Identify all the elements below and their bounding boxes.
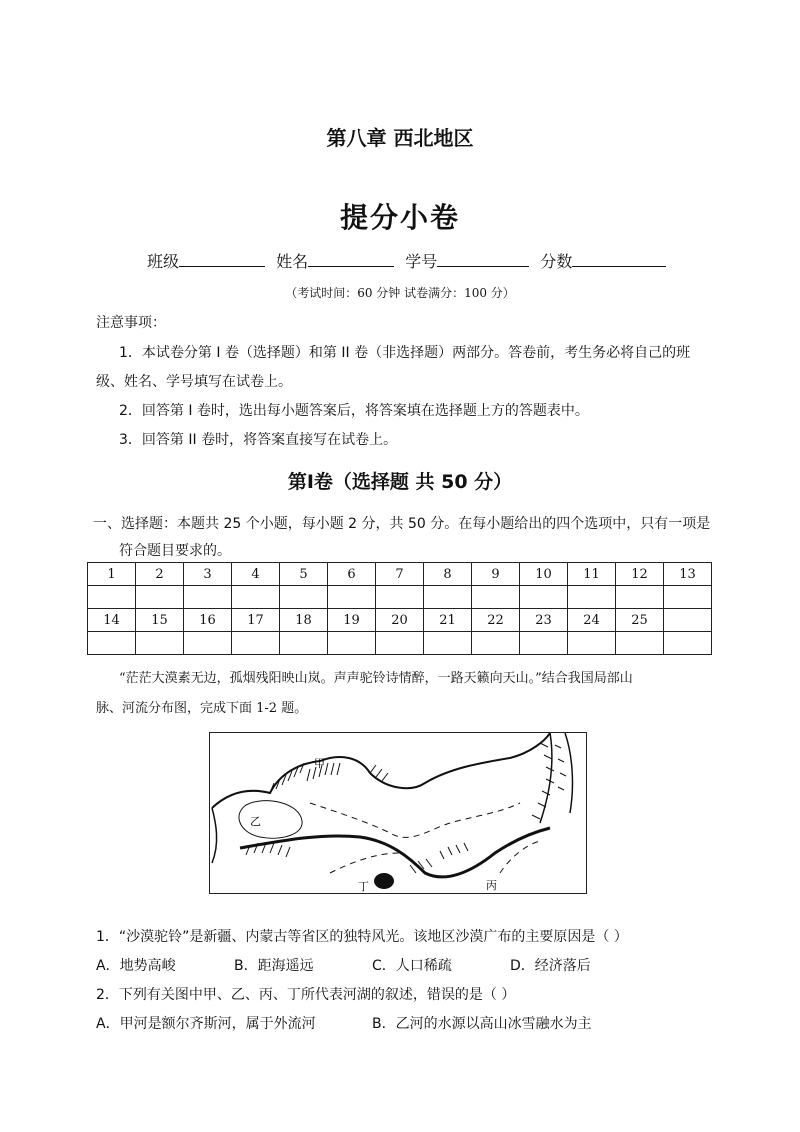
option-b[interactable]: B．乙河的水源以高山冰雪融水为主 [372, 1016, 592, 1032]
section-title: 第I卷（选择题 共 50 分） [287, 471, 513, 493]
answer-cell[interactable] [376, 586, 424, 609]
number-cell: 2 [136, 563, 184, 586]
paper-title: 提分小卷 [339, 201, 460, 234]
passage-line: “茫茫大漠素无边，孤烟残阳映山岚。声声驼铃诗情醉，一路天籁向天山。”结合我国局部山 [119, 671, 633, 686]
table-row [88, 609, 712, 632]
option-d[interactable]: D．经济落后 [510, 958, 591, 974]
answer-cell[interactable] [568, 586, 616, 609]
answer-cell[interactable] [616, 632, 664, 655]
id-blank[interactable] [437, 250, 529, 267]
number-cell: 13 [664, 563, 712, 586]
lake-ding [374, 873, 394, 889]
label-ding: 丁 [358, 880, 369, 893]
table-row [88, 563, 712, 586]
option-b[interactable]: B．距海遥远 [234, 958, 314, 974]
number-cell: 20 [376, 609, 424, 632]
notes-heading: 注意事项： [96, 315, 166, 331]
answer-cell[interactable] [520, 586, 568, 609]
number-cell: 3 [184, 563, 232, 586]
answer-cell[interactable] [664, 632, 712, 655]
student-info-line [147, 249, 672, 272]
chapter-title: 第八章 西北地区 [326, 126, 474, 150]
section-intro: 符合题目要求的。 [119, 543, 231, 559]
number-cell: 21 [424, 609, 472, 632]
number-cell: 9 [472, 563, 520, 586]
label-yi: 乙 [250, 815, 261, 828]
answer-cell[interactable] [328, 632, 376, 655]
id-label: 学号 [405, 252, 438, 271]
number-cell: 23 [520, 609, 568, 632]
note-line: 3．回答第 II 卷时，将答案直接写在试卷上。 [119, 432, 398, 448]
exam-info: （考试时间：60 分钟 试卷满分：100 分） [285, 286, 515, 300]
answer-cell[interactable] [184, 632, 232, 655]
section-intro: 一、选择题：本题共 25 个小题，每小题 2 分，共 50 分。在每小题给出的四个选项中，只有一项是 [93, 516, 711, 532]
answer-cell[interactable] [472, 632, 520, 655]
number-cell: 15 [136, 609, 184, 632]
note-line: 级、姓名、学号填写在试卷上。 [96, 374, 292, 390]
number-cell: 12 [616, 563, 664, 586]
answer-cell[interactable] [568, 632, 616, 655]
score-label: 分数 [540, 252, 573, 271]
number-cell: 10 [520, 563, 568, 586]
answer-table [87, 562, 712, 655]
answer-cell[interactable] [520, 632, 568, 655]
number-cell: 24 [568, 609, 616, 632]
answer-cell[interactable] [136, 632, 184, 655]
table-row [88, 632, 712, 655]
number-cell: 11 [568, 563, 616, 586]
label-bing: 丙 [486, 879, 497, 892]
answer-cell[interactable] [232, 586, 280, 609]
label-jia: 甲 [314, 757, 325, 770]
note-line: 2．回答第 I 卷时，选出每小题答案后，将答案填在选择题上方的答题表中。 [119, 403, 589, 419]
answer-cell[interactable] [280, 632, 328, 655]
answer-cell[interactable] [232, 632, 280, 655]
answer-cell[interactable] [88, 586, 136, 609]
number-cell: 5 [280, 563, 328, 586]
number-cell: 19 [328, 609, 376, 632]
question-stem: 1．“沙漠驼铃”是新疆、内蒙古等省区的独特风光。该地区沙漠广布的主要原因是（ ） [96, 929, 628, 945]
option-c[interactable]: C．人口稀疏 [372, 958, 452, 974]
number-cell: 25 [616, 609, 664, 632]
map-drawing [210, 733, 586, 893]
passage-line: 脉、河流分布图，完成下面 1-2 题。 [96, 701, 308, 716]
table-row [88, 586, 712, 609]
number-cell: 1 [88, 563, 136, 586]
question-stem: 2．下列有关图中甲、乙、丙、丁所代表河湖的叙述，错误的是（ ） [96, 987, 516, 1003]
score-blank[interactable] [572, 250, 666, 267]
number-cell: 22 [472, 609, 520, 632]
answer-cell[interactable] [616, 586, 664, 609]
note-line: 1．本试卷分第 I 卷（选择题）和第 II 卷（非选择题）两部分。答卷前，考生务必将自己的班 [119, 345, 691, 361]
number-cell: 7 [376, 563, 424, 586]
answer-cell[interactable] [184, 586, 232, 609]
number-cell: 18 [280, 609, 328, 632]
number-cell [664, 609, 712, 632]
answer-cell[interactable] [280, 586, 328, 609]
map-figure [209, 732, 587, 894]
option-a[interactable]: A．甲河是额尔齐斯河，属于外流河 [96, 1016, 316, 1032]
number-cell: 8 [424, 563, 472, 586]
number-cell: 16 [184, 609, 232, 632]
number-cell: 14 [88, 609, 136, 632]
answer-cell[interactable] [376, 632, 424, 655]
name-blank[interactable] [308, 250, 394, 267]
option-a[interactable]: A．地势高峻 [96, 958, 176, 974]
number-cell: 17 [232, 609, 280, 632]
answer-cell[interactable] [88, 632, 136, 655]
answer-cell[interactable] [664, 586, 712, 609]
class-label: 班级 [147, 252, 180, 271]
answer-cell[interactable] [328, 586, 376, 609]
number-cell: 6 [328, 563, 376, 586]
class-blank[interactable] [179, 250, 265, 267]
answer-cell[interactable] [472, 586, 520, 609]
name-label: 姓名 [276, 252, 309, 271]
number-cell: 4 [232, 563, 280, 586]
answer-cell[interactable] [424, 586, 472, 609]
answer-cell[interactable] [424, 632, 472, 655]
answer-cell[interactable] [136, 586, 184, 609]
